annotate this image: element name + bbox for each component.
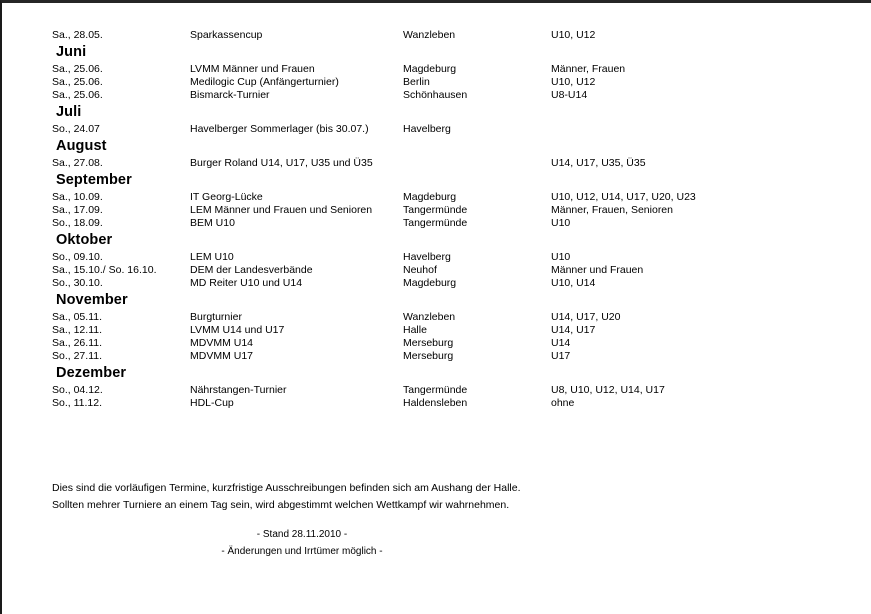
note-line: Dies sind die vorläufigen Termine, kurzfristige Ausschreibungen befinden sich am Aushang der Halle.: [52, 482, 521, 494]
row-categories: U10, U12: [551, 29, 596, 41]
month-heading-label: Juli: [56, 104, 82, 120]
schedule-sheet: [2, 3, 871, 410]
table-row: [2, 264, 871, 277]
row-event: HDL-Cup: [190, 397, 234, 409]
row-date: Sa., 26.11.: [52, 337, 103, 349]
row-date: So., 30.10.: [52, 277, 103, 289]
footer-block: [52, 526, 552, 560]
row-date: So., 11.12.: [52, 397, 103, 409]
row-categories: U10, U12: [551, 76, 596, 88]
row-event: Nährstangen-Turnier: [190, 384, 287, 396]
row-place: Wanzleben: [403, 29, 456, 41]
table-row: [2, 337, 871, 350]
row-categories: U10: [551, 251, 571, 263]
row-date: Sa., 28.05.: [52, 29, 103, 41]
row-event: LEM Männer und Frauen und Senioren: [190, 204, 373, 216]
row-date: Sa., 25.06.: [52, 63, 103, 75]
table-row: [2, 204, 871, 217]
row-categories: U14: [551, 337, 571, 349]
footer-line: - Stand 28.11.2010 -: [256, 529, 348, 540]
row-categories: Männer, Frauen, Senioren: [551, 204, 673, 216]
table-row: [2, 29, 871, 42]
row-date: Sa., 12.11.: [52, 324, 103, 336]
table-row: [2, 251, 871, 264]
month-heading: [2, 363, 871, 384]
row-place: Halle: [403, 324, 427, 336]
row-date: So., 04.12.: [52, 384, 103, 396]
table-row: [2, 89, 871, 102]
table-row: [2, 324, 871, 337]
row-event: Havelberger Sommerlager (bis 30.07.): [190, 123, 369, 135]
footer-line: - Änderungen und Irrtümer möglich -: [221, 546, 383, 557]
row-date: So., 18.09.: [52, 217, 103, 229]
table-row: [2, 191, 871, 204]
row-event: IT Georg-Lücke: [190, 191, 263, 203]
month-heading: [2, 102, 871, 123]
row-event: Burgturnier: [190, 311, 242, 323]
month-heading: [2, 42, 871, 63]
row-categories: U8, U10, U12, U14, U17: [551, 384, 665, 396]
row-place: Tangermünde: [403, 204, 468, 216]
row-place: Tangermünde: [403, 384, 468, 396]
row-event: BEM U10: [190, 217, 235, 229]
note-line: Sollten mehrer Turniere an einem Tag sein, wird abgestimmt welchen Wettkampf wir wahrnehmen.: [52, 499, 510, 511]
table-row: [2, 277, 871, 290]
month-heading: [2, 290, 871, 311]
row-place: Neuhof: [403, 264, 437, 276]
row-categories: U14, U17, U20: [551, 311, 621, 323]
row-event: LEM U10: [190, 251, 234, 263]
month-heading: [2, 230, 871, 251]
row-categories: U17: [551, 350, 571, 362]
month-heading: [2, 136, 871, 157]
row-categories: ohne: [551, 397, 575, 409]
table-row: [2, 397, 871, 410]
row-place: Magdeburg: [403, 277, 457, 289]
table-row: [2, 157, 871, 170]
row-event: Sparkassencup: [190, 29, 263, 41]
row-date: Sa., 05.11.: [52, 311, 103, 323]
row-place: Merseburg: [403, 350, 454, 362]
row-date: Sa., 10.09.: [52, 191, 103, 203]
row-place: Merseburg: [403, 337, 454, 349]
row-place: Havelberg: [403, 123, 451, 135]
month-heading-label: August: [56, 138, 107, 154]
row-date: Sa., 27.08.: [52, 157, 103, 169]
row-event: LVMM Männer und Frauen: [190, 63, 315, 75]
row-place: Tangermünde: [403, 217, 468, 229]
row-categories: U10, U12, U14, U17, U20, U23: [551, 191, 696, 203]
row-categories: Männer, Frauen: [551, 63, 626, 75]
row-date: So., 24.07: [52, 123, 100, 135]
row-date: Sa., 17.09.: [52, 204, 103, 216]
row-categories: Männer und Frauen: [551, 264, 644, 276]
row-date: Sa., 25.06.: [52, 89, 103, 101]
row-event: Medilogic Cup (Anfängerturnier): [190, 76, 339, 88]
table-row: [2, 63, 871, 76]
row-place: Havelberg: [403, 251, 451, 263]
row-event: DEM der Landesverbände: [190, 264, 313, 276]
row-date: Sa., 15.10./ So. 16.10.: [52, 264, 157, 276]
row-event: MDVMM U17: [190, 350, 254, 362]
row-event: LVMM U14 und U17: [190, 324, 285, 336]
row-event: MD Reiter U10 und U14: [190, 277, 303, 289]
row-event: MDVMM U14: [190, 337, 254, 349]
row-place: Schönhausen: [403, 89, 468, 101]
row-date: So., 27.11.: [52, 350, 103, 362]
row-place: Haldensleben: [403, 397, 468, 409]
row-place: Berlin: [403, 76, 430, 88]
table-row: [2, 217, 871, 230]
row-place: Wanzleben: [403, 311, 456, 323]
month-heading-label: Juni: [56, 44, 87, 60]
table-row: [2, 76, 871, 89]
month-heading-label: Oktober: [56, 232, 113, 248]
row-place: Magdeburg: [403, 191, 457, 203]
row-date: Sa., 25.06.: [52, 76, 103, 88]
row-place: Magdeburg: [403, 63, 457, 75]
month-heading-label: November: [56, 292, 128, 308]
table-row: [2, 350, 871, 363]
row-date: So., 09.10.: [52, 251, 103, 263]
row-event: Burger Roland U14, U17, U35 und Ü35: [190, 157, 373, 169]
row-categories: U14, U17, U35, Ü35: [551, 157, 646, 169]
row-categories: U10: [551, 217, 571, 229]
month-heading: [2, 170, 871, 191]
month-heading-label: September: [56, 172, 132, 188]
table-row: [2, 384, 871, 397]
notes-block: [52, 480, 521, 514]
row-event: Bismarck-Turnier: [190, 89, 270, 101]
month-heading-label: Dezember: [56, 365, 127, 381]
table-row: [2, 123, 871, 136]
row-categories: U10, U14: [551, 277, 596, 289]
table-row: [2, 311, 871, 324]
row-categories: U14, U17: [551, 324, 596, 336]
row-categories: U8-U14: [551, 89, 588, 101]
